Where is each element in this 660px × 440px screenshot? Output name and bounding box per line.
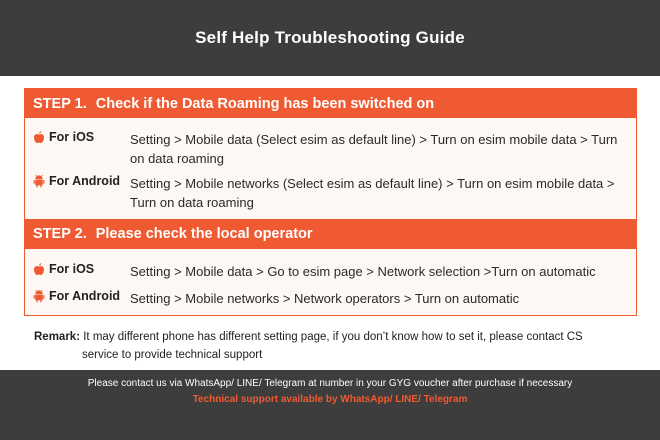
instruction-text: Setting > Mobile data (Select esim as default line) > Turn on esim mobile data > Turn on data roaming: [130, 132, 618, 166]
header-bar: [0, 0, 660, 76]
footer-contact-text: Please contact us via WhatsApp/ LINE/ Telegram at number in your GYG voucher after purchase if necessary: [87, 378, 573, 389]
page-title: Self Help Troubleshooting Guide: [195, 28, 465, 47]
os-label: [33, 130, 94, 144]
footer-support-text: Technical support available by WhatsApp/ LINE/ Telegram: [192, 394, 468, 405]
os-label: [33, 262, 94, 276]
os-label: [33, 289, 120, 303]
step-2-bar: [24, 219, 637, 249]
remark-note: [34, 328, 634, 364]
os-name: For iOS: [49, 130, 95, 144]
step-1-label: STEP 1.: [33, 95, 87, 112]
step-2-label: STEP 2.: [33, 226, 87, 242]
step-1-title: Check if the Data Roaming has been switched on: [95, 95, 435, 112]
instruction-text: Setting > Mobile data > Go to esim page > Network selection >Turn on automatic: [130, 264, 596, 279]
os-name: For Android: [49, 174, 121, 188]
os-name: For iOS: [49, 262, 95, 276]
os-name: For Android: [49, 289, 121, 303]
footer-bar: [0, 370, 660, 440]
android-icon: [33, 289, 45, 303]
guide-panel: [24, 88, 637, 316]
remark-line-1: [34, 328, 634, 346]
step-2-title: Please check the local operator: [95, 226, 313, 242]
os-label: [33, 174, 120, 188]
instruction-text: Setting > Mobile networks > Network operators > Turn on automatic: [130, 291, 520, 306]
android-icon: [33, 174, 45, 188]
remark-text-1: It may different phone has different setting page, if you don’t know how to set it, please contact CS: [83, 331, 583, 343]
apple-icon: [33, 130, 45, 144]
remark-text-2: service to provide technical support: [82, 349, 263, 361]
instruction-text: Setting > Mobile networks (Select esim as default line) > Turn on esim mobile data > Turn on data roaming: [130, 176, 615, 210]
apple-icon: [33, 262, 45, 276]
step-1-bar: [24, 89, 637, 118]
remark-label: Remark:: [34, 331, 81, 343]
